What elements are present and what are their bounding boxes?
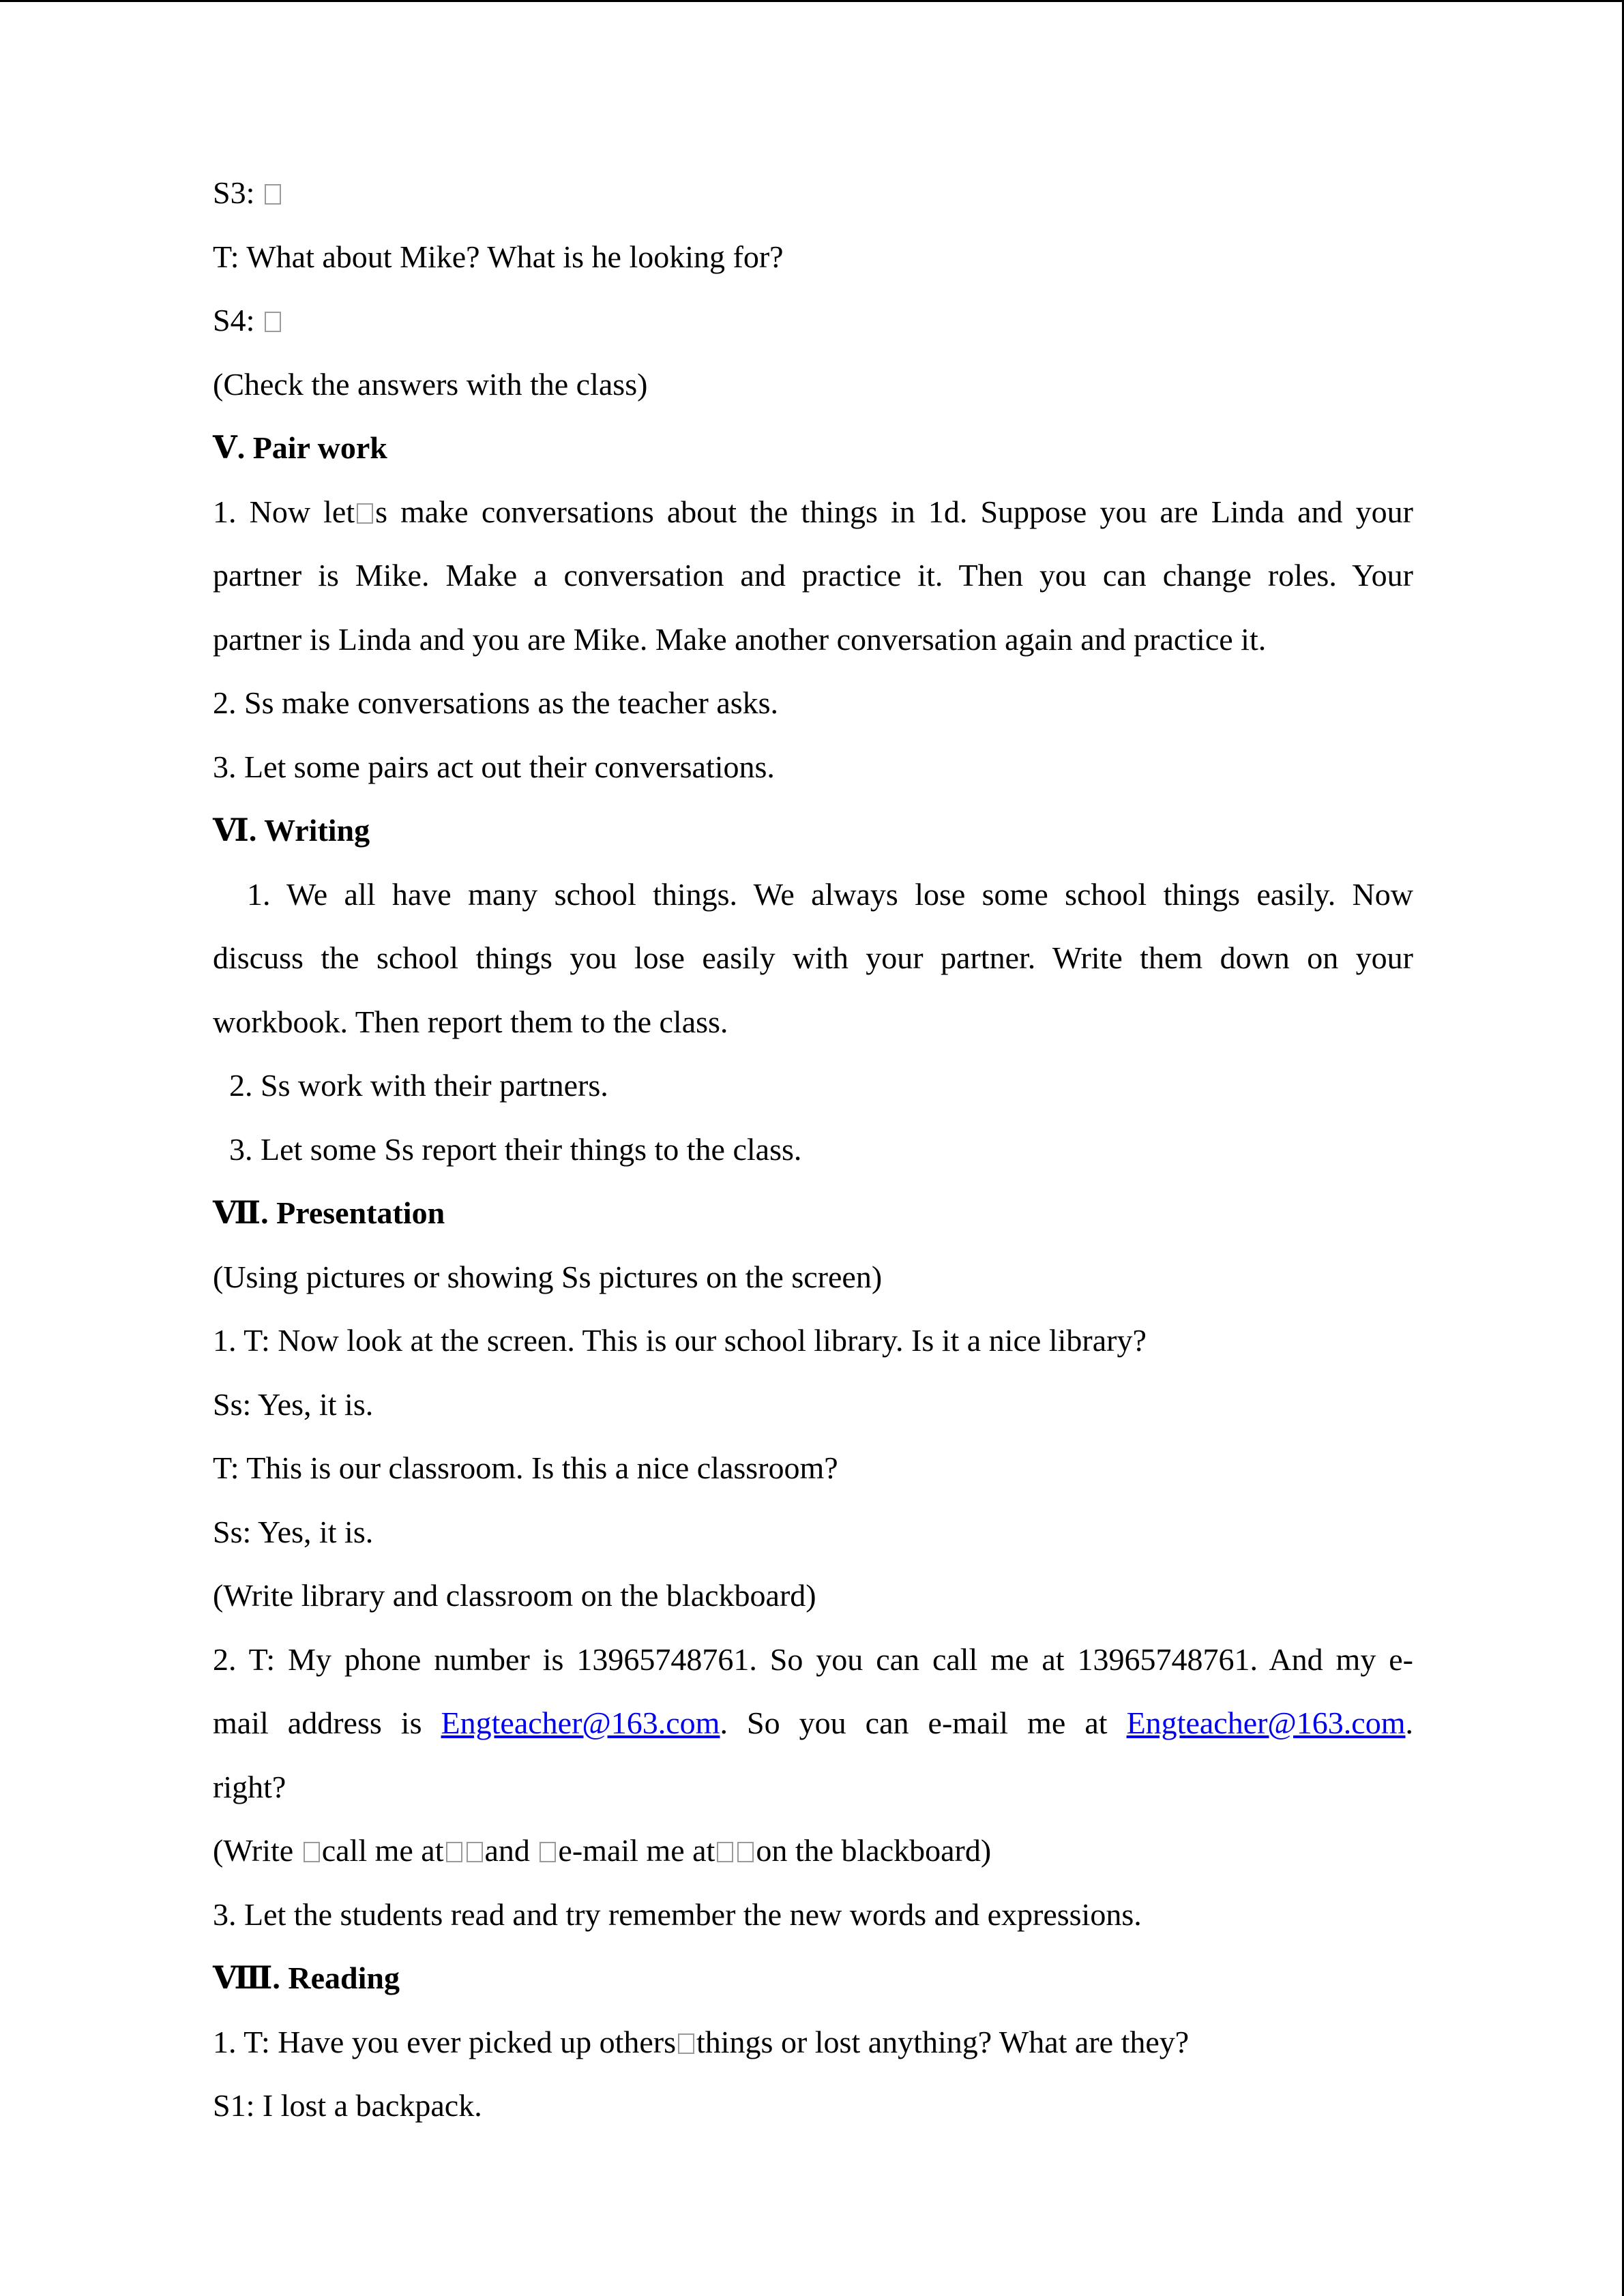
text-run: . Writing: [248, 813, 370, 848]
text-run: . Presentation: [261, 1195, 445, 1230]
text-run: S1: I lost a backpack.: [213, 2088, 482, 2123]
text-line-p7-2w: [213, 1819, 1413, 1883]
missing-glyph-box: [446, 1842, 462, 1862]
text-run: s make conversations about the things in 1d. Suppose you are Linda and your: [375, 494, 1413, 529]
text-run: things or lost anything? What are they?: [696, 2024, 1190, 2059]
text-run: 2. Ss make conversations as the teacher asks.: [213, 685, 779, 720]
text-run: 3. Let some pairs act out their conversations.: [213, 749, 775, 784]
roman-numeral: Ⅶ: [213, 1195, 261, 1230]
text-run: 2. T: My phone number is 13965748761. So you can call me at 13965748761. And my e-: [213, 1641, 1413, 1677]
text-run: workbook. Then report them to the class.: [213, 1004, 728, 1039]
text-run: (Write library and classroom on the blackboard): [213, 1578, 816, 1613]
page-top-border: [0, 0, 1624, 2]
text-line-p6-1b: [213, 926, 1413, 990]
text-line-p6-1c: [213, 990, 1413, 1054]
text-line-s3: [213, 161, 1413, 225]
text-run: .: [1405, 1705, 1413, 1740]
text-run: (Using pictures or showing Ss pictures on the screen): [213, 1259, 883, 1294]
roman-numeral: Ⅵ: [213, 813, 249, 848]
roman-numeral: Ⅷ: [213, 1960, 273, 1995]
text-run: (Check the answers with the class): [213, 366, 648, 402]
text-run: S3:: [213, 175, 263, 210]
text-run: discuss the school things you lose easily with your partner. Write them down on your: [213, 940, 1413, 975]
text-line-p7-0: [213, 1245, 1413, 1309]
text-line-p7-2a: [213, 1628, 1413, 1692]
text-run: T: This is our classroom. Is this a nice classroom?: [213, 1450, 838, 1485]
text-run: call me at: [321, 1833, 444, 1868]
text-run: e-mail me at: [558, 1833, 715, 1868]
text-line-p7-1s: [213, 1373, 1413, 1437]
text-run: Ss: Yes, it is.: [213, 1386, 374, 1422]
text-run: partner is Linda and you are Mike. Make another conversation again and practice it.: [213, 621, 1267, 657]
text-line-t-mike: [213, 225, 1413, 289]
text-run: on the blackboard): [756, 1833, 992, 1868]
email-link[interactable]: Engteacher@163.com: [441, 1705, 720, 1740]
roman-numeral: Ⅴ: [213, 430, 237, 465]
text-run: 3. Let some Ss report their things to the class.: [229, 1131, 802, 1167]
text-line-p7-2b: [213, 1691, 1413, 1755]
text-run: . So you can e-mail me at: [720, 1705, 1127, 1740]
text-run: 2. Ss work with their partners.: [229, 1068, 608, 1103]
text-line-p6-2: [213, 1054, 1413, 1118]
text-run: T: What about Mike? What is he looking for?: [213, 239, 784, 274]
text-run: (Write: [213, 1833, 301, 1868]
text-run: S4:: [213, 303, 263, 338]
missing-glyph-box: [357, 503, 373, 524]
text-run: 3. Let the students read and try remember the new words and expressions.: [213, 1896, 1142, 1932]
missing-glyph-box: [265, 184, 281, 205]
missing-glyph-box: [467, 1842, 483, 1862]
text-run: 1. Now let: [213, 494, 355, 529]
text-run: 1. We all have many school things. We always lose some school things easily. Now: [247, 876, 1413, 912]
section-heading-h6: [213, 799, 1413, 863]
missing-glyph-box: [678, 2033, 694, 2054]
text-line-p7-2c: [213, 1755, 1413, 1819]
text-run: partner is Mike. Make a conversation and practice it. Then you can change roles. Your: [213, 558, 1413, 593]
text-run: . Reading: [272, 1960, 400, 1995]
text-run: Ss: Yes, it is.: [213, 1514, 374, 1549]
text-line-check: [213, 353, 1413, 417]
missing-glyph-box: [265, 312, 281, 332]
missing-glyph-box: [540, 1842, 556, 1862]
text-line-p5-1a: [213, 480, 1413, 544]
text-run: . Pair work: [237, 430, 387, 465]
text-line-p5-2: [213, 671, 1413, 735]
text-line-p7-1t: [213, 1436, 1413, 1500]
text-run: mail address is: [213, 1705, 441, 1740]
missing-glyph-box: [304, 1842, 320, 1862]
text-line-p7-3: [213, 1883, 1413, 1947]
text-line-p5-3: [213, 735, 1413, 799]
text-line-p5-1b: [213, 543, 1413, 608]
missing-glyph-box: [737, 1842, 754, 1862]
text-run: right?: [213, 1769, 286, 1804]
document-body: [213, 161, 1413, 2138]
text-line-p7-1s2: [213, 1500, 1413, 1564]
text-line-p8-1s: [213, 2074, 1413, 2138]
text-line-p8-1: [213, 2010, 1413, 2074]
missing-glyph-box: [717, 1842, 733, 1862]
text-run: and: [484, 1833, 538, 1868]
text-line-p6-1a: [213, 863, 1413, 927]
section-heading-h8: [213, 1946, 1413, 2010]
text-line-p6-3: [213, 1118, 1413, 1182]
text-line-p5-1c: [213, 608, 1413, 672]
text-line-p7-1: [213, 1309, 1413, 1373]
section-heading-h7: [213, 1181, 1413, 1245]
text-line-s4: [213, 288, 1413, 353]
text-run: 1. T: Have you ever picked up others: [213, 2024, 676, 2059]
text-line-p7-1w: [213, 1564, 1413, 1628]
section-heading-h5: [213, 416, 1413, 480]
text-run: 1. T: Now look at the screen. This is our school library. Is it a nice library?: [213, 1323, 1147, 1358]
email-link[interactable]: Engteacher@163.com: [1126, 1705, 1406, 1740]
